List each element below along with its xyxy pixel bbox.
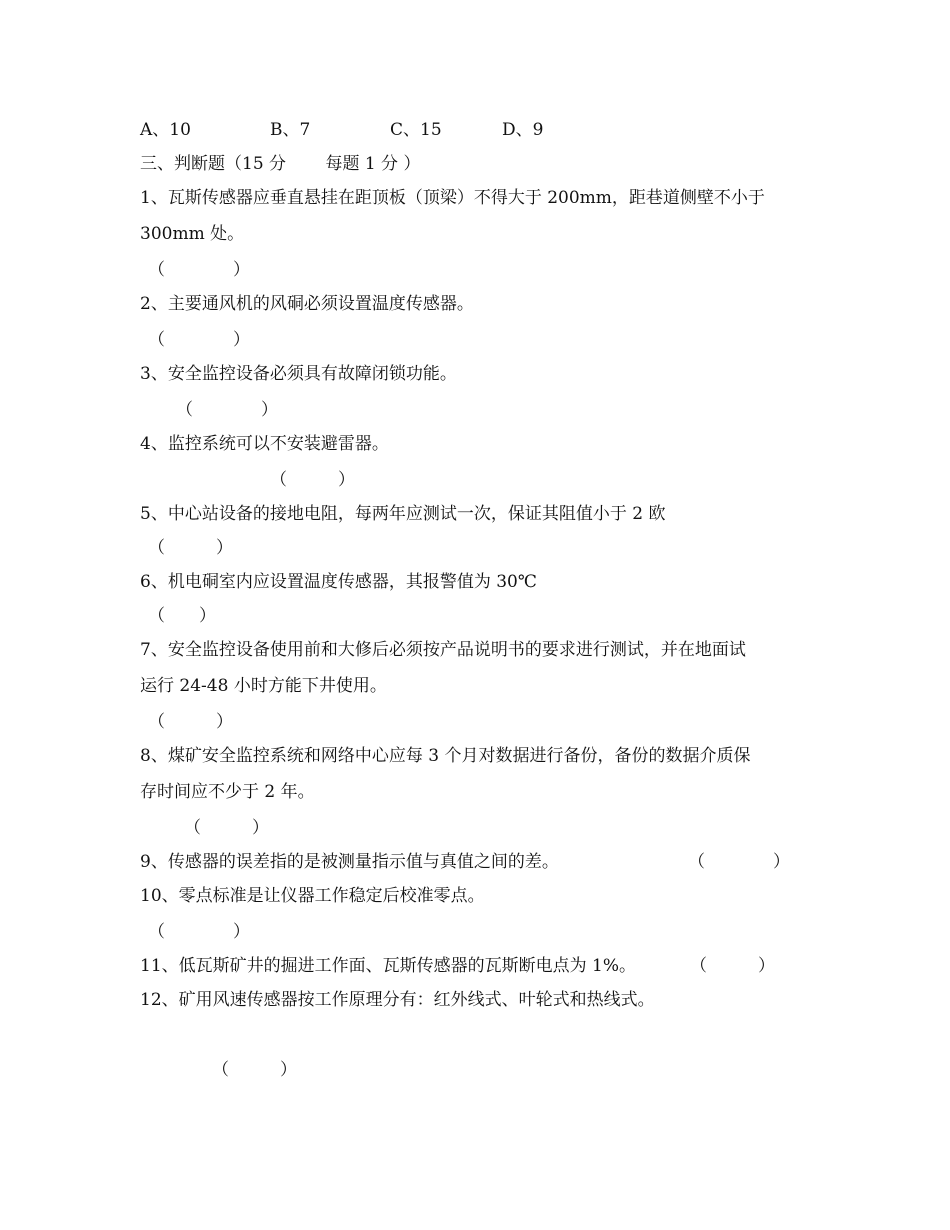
option-a: A、10 (140, 120, 191, 140)
question-11-answer[interactable]: （ ） (690, 956, 775, 976)
option-c: C、15 (390, 120, 442, 140)
question-3-answer[interactable]: （ ） (176, 400, 278, 420)
question-12-answer[interactable]: （ ） (212, 1060, 297, 1080)
question-6-answer[interactable]: （ ） (148, 606, 216, 626)
question-7-text-cont: 运行 24-48 小时方能下井使用。 (140, 676, 387, 696)
question-2-text: 2、主要通风机的风硐必须设置温度传感器。 (140, 294, 474, 314)
question-5-text: 5、中心站设备的接地电阻，每两年应测试一次，保证其阻值小于 2 欧 (140, 504, 666, 524)
question-10-text: 10、零点标准是让仪器工作稳定后校准零点。 (140, 886, 485, 906)
question-8-answer[interactable]: （ ） (184, 818, 269, 838)
option-b: B、7 (270, 120, 311, 140)
question-8-text-cont: 存时间应不少于 2 年。 (140, 782, 315, 802)
question-8-text: 8、煤矿安全监控系统和网络中心应每 3 个月对数据进行备份，备份的数据介质保 (140, 746, 751, 766)
question-7-answer[interactable]: （ ） (148, 712, 233, 732)
question-10-answer[interactable]: （ ） (148, 922, 250, 942)
question-4-answer[interactable]: （ ） (270, 470, 355, 490)
question-4-text: 4、监控系统可以不安装避雷器。 (140, 434, 389, 454)
question-2-answer[interactable]: （ ） (148, 330, 250, 350)
question-1-text: 1、瓦斯传感器应垂直悬挂在距顶板（顶梁）不得大于 200mm，距巷道侧壁不小于 (140, 188, 765, 208)
question-11-text: 11、低瓦斯矿井的掘进工作面、瓦斯传感器的瓦斯断电点为 1%。 (140, 956, 637, 976)
question-12-text: 12、矿用风速传感器按工作原理分有：红外线式、叶轮式和热线式。 (140, 990, 655, 1010)
question-5-answer[interactable]: （ ） (148, 538, 233, 558)
option-d: D、9 (502, 120, 544, 140)
question-9-text: 9、传感器的误差指的是被测量指示值与真值之间的差。 (140, 852, 559, 872)
question-6-text: 6、机电硐室内应设置温度传感器，其报警值为 30℃ (140, 572, 537, 592)
question-3-text: 3、安全监控设备必须具有故障闭锁功能。 (140, 364, 457, 384)
question-1-text-cont: 300mm 处。 (140, 224, 245, 244)
section-heading: 三、判断题（15 分 每题 1 分 ） (140, 154, 421, 174)
question-7-text: 7、安全监控设备使用前和大修后必须按产品说明书的要求进行测试，并在地面试 (140, 640, 746, 660)
question-1-answer[interactable]: （ ） (148, 260, 250, 280)
question-9-answer[interactable]: （ ） (688, 852, 790, 872)
